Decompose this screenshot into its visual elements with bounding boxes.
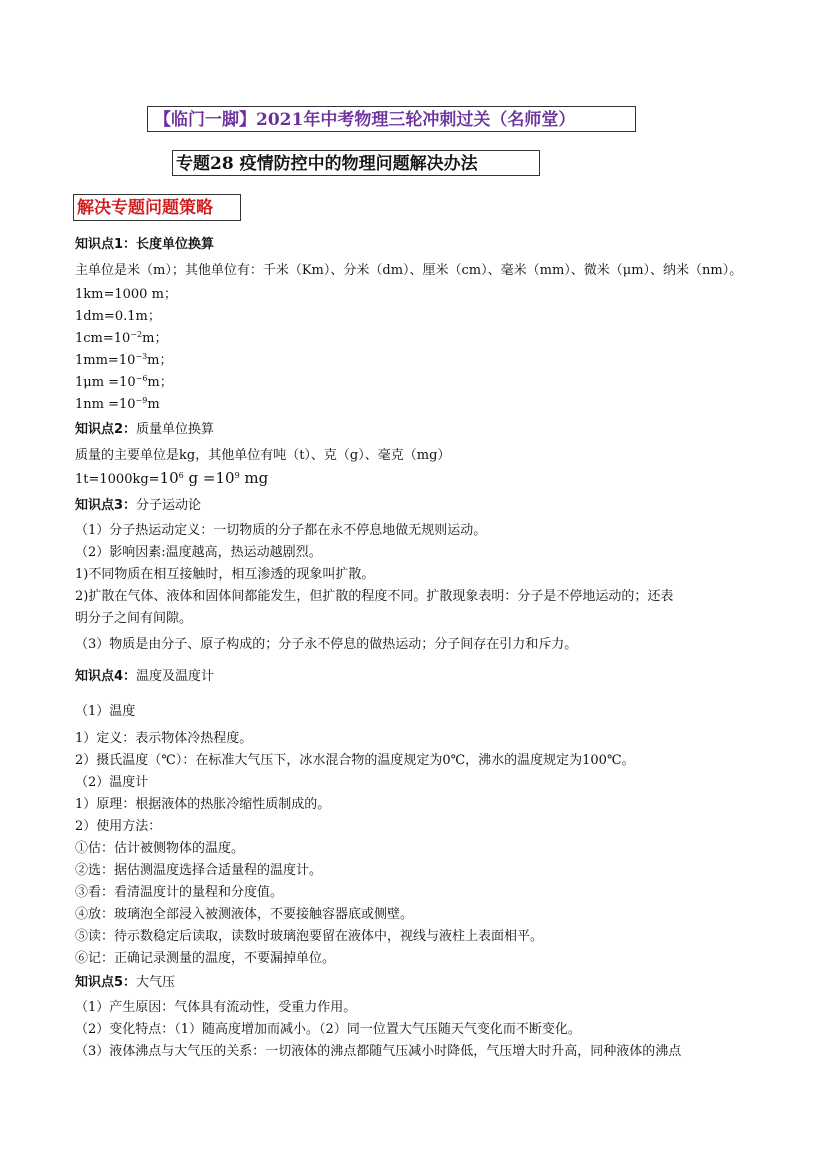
k5-line-2: （2）变化特点：（1）随高度增加而减小。（2）同一位置大气压随天气变化而不断变化。	[75, 1022, 581, 1037]
k3-label: 知识点3：	[75, 498, 137, 513]
k4-line-12: ⑥记：正确记录测量的温度，不要漏掉单位。	[75, 951, 336, 966]
k1-conv-4: $1mm=10^{-3}m$；	[75, 352, 173, 368]
k4-line-11: ⑤读：待示数稳定后读取，读数时玻璃泡要留在液体中，视线与液柱上表面相平。	[75, 929, 544, 944]
k5-title: 大气压	[136, 975, 176, 990]
k4-line-2: 1）定义：表示物体冷热程度。	[75, 731, 253, 746]
k1-conv-6: $1nm =10^{-9}m$	[75, 396, 160, 412]
k3-heading	[75, 497, 201, 515]
k2-title: 质量单位换算	[136, 422, 215, 437]
k1-conv-2: 1dm=0.1m；	[75, 309, 161, 324]
k5-line-3: （3）液体沸点与大气压的关系：一切液体的沸点都随气压减小时降低，气压增大时升高，同种液体的沸点	[75, 1044, 682, 1059]
k1-conv-1: 1km=1000 m；	[75, 287, 177, 302]
topic-title-box	[172, 150, 540, 176]
k4-heading	[75, 668, 214, 686]
k3-line-1: （1）分子热运动定义：一切物质的分子都在永不停息地做无规则运动。	[75, 523, 487, 538]
k2-heading	[75, 421, 214, 439]
document-title-box	[147, 106, 636, 132]
k4-line-6: 2）使用方法：	[75, 819, 162, 834]
k3-line-2: （2）影响因素:温度越高，热运动越剧烈。	[75, 545, 322, 560]
k1-label: 知识点1：	[75, 237, 137, 252]
k4-title: 温度及温度计	[136, 669, 215, 684]
k4-line-9: ③看：看清温度计的量程和分度值。	[75, 885, 284, 900]
section-heading: 解决专题问题策略	[77, 198, 213, 218]
title-text: 2021年中考物理三轮冲刺过关（名师堂）	[256, 110, 576, 130]
k3-line-3: 1)不同物质在相互接触时，相互渗透的现象叫扩散。	[75, 567, 375, 582]
k3-line-6: （3）物质是由分子、原子构成的；分子永不停息的做热运动；分子间存在引力和斥力。	[75, 637, 578, 652]
k4-label: 知识点4：	[75, 669, 137, 684]
k2-line-1: 质量的主要单位是kg，其他单位有吨（t）、克（g）、毫克（mg）	[75, 448, 451, 463]
k4-line-3: 2）摄氏温度（℃）：在标准大气压下，冰水混合物的温度规定为0℃，沸水的温度规定为100℃。	[75, 753, 635, 768]
topic-title: 专题28 疫情防控中的物理问题解决办法	[176, 154, 478, 174]
k1-conv-3: $1cm=10^{-2}m$；	[75, 330, 168, 346]
k3-title: 分子运动论	[136, 498, 202, 513]
k4-line-5: 1）原理：根据液体的热胀冷缩性质制成的。	[75, 797, 331, 812]
k2-line-2: $1t=1000kg=10^6$ $g =10^9$ mg	[75, 469, 269, 487]
k3-line-5: 明分子之间有间隙。	[75, 611, 193, 626]
k2-label: 知识点2：	[75, 422, 137, 437]
k5-line-1: （1）产生原因：气体具有流动性，受重力作用。	[75, 1000, 357, 1015]
k3-line-4: 2)扩散在气体、液体和固体间都能发生，但扩散的程度不同。扩散现象表明：分子是不停地运动的；还表	[75, 589, 674, 604]
k5-heading	[75, 974, 175, 992]
k1-heading	[75, 236, 214, 254]
k1-units: 主单位是米（m）；其他单位有：千米（Km）、分米（dm）、厘米（cm）、毫米（mm）、微米（μm）、纳米（nm）。	[75, 263, 743, 278]
k4-line-7: ①估：估计被侧物体的温度。	[75, 841, 245, 856]
k1-conv-5: $1\mu m =10^{-6}m$；	[75, 374, 173, 390]
section-heading-box	[73, 194, 241, 221]
k4-line-8: ②选：据估测温度选择合适量程的温度计。	[75, 863, 323, 878]
k4-line-10: ④放：玻璃泡全部浸入被测液体，不要接触容器底或侧壁。	[75, 907, 414, 922]
k4-line-1: （1）温度	[75, 704, 136, 719]
title-bracket: 【临门一脚】	[154, 110, 256, 130]
k1-title: 长度单位换算	[136, 237, 215, 252]
k4-line-4: （2）温度计	[75, 775, 149, 790]
k5-label: 知识点5：	[75, 975, 137, 990]
